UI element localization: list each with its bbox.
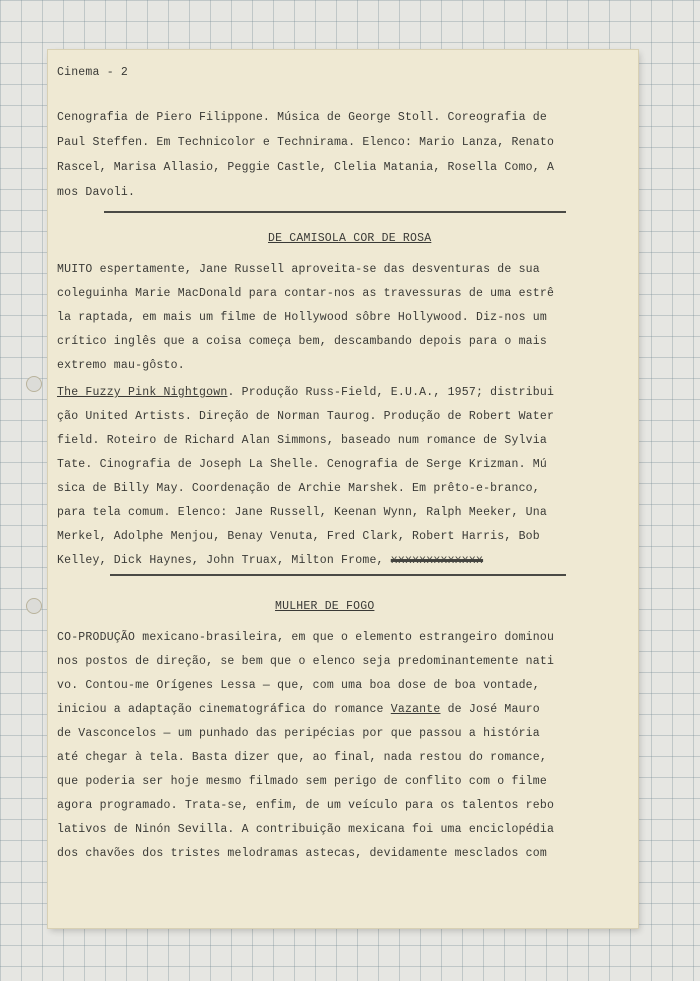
- review-line: dos chavões dos tristes melodramas astecas, devidamente mesclados com: [57, 847, 547, 860]
- credits-text: . Produção Russ-Field, E.U.A., 1957; distribui: [227, 386, 555, 399]
- credits-line: ção United Artists. Direção de Norman Taurog. Produção de Robert Water: [57, 410, 555, 423]
- punch-hole: [26, 376, 42, 392]
- section-title: DE CAMISOLA COR DE ROSA: [268, 232, 432, 245]
- review-line: CO-PRODUÇÃO mexicano-brasileira, em que o elemento estrangeiro dominou: [57, 631, 555, 644]
- credits-line: field. Roteiro de Richard Alan Simmons, baseado num romance de Sylvia: [57, 434, 547, 447]
- credits-text: Kelley, Dick Haynes, John Truax, Milton Frome,: [57, 554, 384, 567]
- review-line: [57, 703, 540, 717]
- novel-title: Vazante: [390, 703, 441, 716]
- review-line: crítico inglês que a coisa começa bem, descambando depois para o mais: [57, 335, 547, 348]
- credits-line: Merkel, Adolphe Menjou, Benay Venuta, Fred Clark, Robert Harris, Bob: [57, 530, 540, 543]
- page-header: Cinema - 2: [57, 66, 129, 79]
- review-line: extremo mau-gôsto.: [57, 359, 185, 372]
- review-line: que poderia ser hoje mesmo filmado sem perigo de conflito com o filme: [57, 775, 547, 788]
- review-line: lativos de Ninón Sevilla. A contribuição mexicana foi uma enciclopédia: [57, 823, 555, 836]
- credits-line: para tela comum. Elenco: Jane Russell, Keenan Wynn, Ralph Meeker, Una: [57, 506, 547, 519]
- struck-through-text: xxxxxxxxxxxxx: [390, 554, 484, 567]
- intro-line: mos Davoli.: [57, 186, 136, 199]
- review-text: iniciou a adaptação cinematográfica do romance: [57, 703, 391, 716]
- review-line: coleguinha Marie MacDonald para contar-nos as travessuras de uma estrê: [57, 287, 555, 300]
- credits-line: Tate. Cinografia de Joseph La Shelle. Cenografia de Serge Krizman. Mú: [57, 458, 547, 471]
- intro-line: Paul Steffen. Em Technicolor e Technirama. Elenco: Mario Lanza, Renato: [57, 136, 555, 149]
- review-text: de José Mauro: [440, 703, 540, 716]
- review-line: agora programado. Trata-se, enfim, de um veículo para os talentos rebo: [57, 799, 555, 812]
- punch-hole: [26, 598, 42, 614]
- credits-line: sica de Billy May. Coordenação de Archie Marshek. Em prêto-e-branco,: [57, 482, 540, 495]
- intro-line: Cenografia de Piero Filippone. Música de George Stoll. Coreografia de: [57, 111, 547, 124]
- intro-line: Rascel, Marisa Allasio, Peggie Castle, Clelia Matania, Rosella Como, A: [57, 161, 555, 174]
- review-line: até chegar à tela. Basta dizer que, ao final, nada restou do romance,: [57, 751, 547, 764]
- section-title: MULHER DE FOGO: [275, 600, 375, 613]
- credits-line: [57, 386, 554, 400]
- credits-line: [57, 554, 483, 568]
- review-line: MUITO espertamente, Jane Russell aproveita-se das desventuras de sua: [57, 263, 540, 276]
- review-line: vo. Contou-me Orígenes Lessa — que, com uma boa dose de boa vontade,: [57, 679, 540, 692]
- review-line: la raptada, em mais um filme de Hollywood sôbre Hollywood. Diz-nos um: [57, 311, 547, 324]
- section-divider: [104, 211, 566, 213]
- section-divider: [110, 574, 566, 576]
- review-line: de Vasconcelos — um punhado das peripécias por que passou a história: [57, 727, 540, 740]
- film-title: The Fuzzy Pink Nightgown: [57, 386, 228, 399]
- review-line: nos postos de direção, se bem que o elenco seja predominantemente nati: [57, 655, 555, 668]
